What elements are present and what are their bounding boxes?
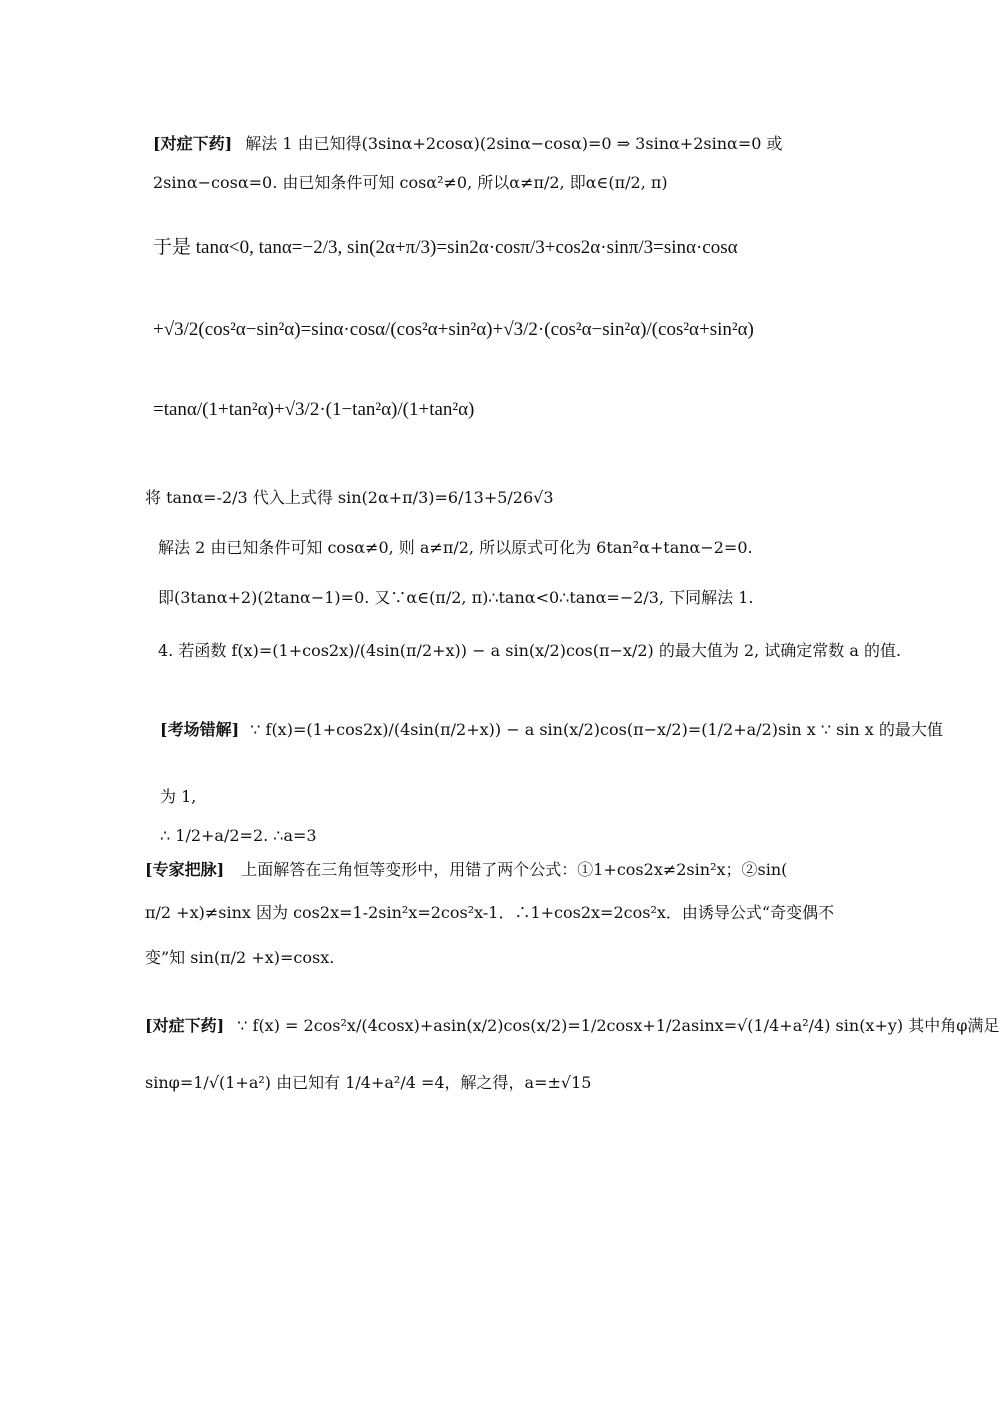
s2-line3-text: ∴ 1/2+a/2=2. ∴a=3: [160, 826, 317, 845]
s1-line8-text: 即(3tanα+2)(2tanα−1)=0. 又∵α∈(π/2, π)∴tanα<0∴tanα=−2/3, 下同解法 1.: [158, 588, 754, 607]
question-4: [158, 643, 901, 659]
question-4-text: 4. 若函数 f(x)=(1+cos2x)/(4sin(π/2+x)) − a sin(x/2)cos(π−x/2) 的最大值为 2, 试确定常数 a 的值.: [158, 641, 902, 660]
s1-line-6: [145, 490, 554, 506]
s4-line-1: [145, 1018, 999, 1034]
s1-line-2: [153, 175, 668, 191]
s1-line-5: [153, 400, 474, 419]
s2-line-2: [160, 789, 196, 805]
s1-line4-text: +√3/2(cos²α−sin²α)=sinα·cosα/(cos²α+sin²α)+√3/2·(cos²α−sin²α)/(cos²α+sin²α): [153, 319, 754, 340]
s1-line-1: [153, 136, 783, 152]
s4-line-2: [145, 1075, 591, 1091]
s1-line5-text: =tanα/(1+tan²α)+√3/2·(1−tan²α)/(1+tan²α): [153, 399, 475, 420]
s3-line3-text: 变”知 sin(π/2 +x)=cosx.: [145, 948, 335, 967]
s1-line7-text: 解法 2 由已知条件可知 cosα≠0, 则 a≠π/2, 所以原式可化为 6tan²α+tanα−2=0.: [158, 538, 753, 557]
s1-line3-text: 于是 tanα<0, tanα=−2/3, sin(2α+π/3)=sin2α·cosπ/3+cos2α·sinπ/3=sinα·cosα: [153, 237, 738, 258]
s1-tag: [对症下药]: [153, 134, 233, 153]
s4-line1-text: ∵ f(x) = 2cos²x/(4cosx)+asin(x/2)cos(x/2)=1/2cosx+1/2asinx=√(1/4+a²/4) sin(x+y) 其中角φ满足: [237, 1016, 1000, 1035]
s1-line-3: [153, 238, 738, 257]
s2-tag: [考场错解]: [160, 720, 240, 739]
s1-line-8: [158, 590, 754, 606]
s2-line1-text: ∵ f(x)=(1+cos2x)/(4sin(π/2+x)) − a sin(x/2)cos(π−x/2)=(1/2+a/2)sin x ∵ sin x 的最大值: [250, 720, 943, 739]
s3-line-2: [145, 905, 834, 921]
s4-tag: [对症下药]: [145, 1016, 225, 1035]
s3-line2-text: π/2 +x)≠sinx 因为 cos2x=1-2sin²x=2cos²x-1．∴1+cos2x=2cos²x．由诱导公式“奇变偶不: [145, 903, 835, 922]
s1-line6-text: 将 tanα=-2/3 代入上式得 sin(2α+π/3)=6/13+5/26√3: [145, 488, 554, 507]
s2-line2-text: 为 1,: [160, 787, 197, 806]
s1-line-7: [158, 540, 753, 556]
s1-line1-text: 解法 1 由已知得(3sinα+2cosα)(2sinα−cosα)=0 ⇒ 3sinα+2sinα=0 或: [245, 134, 783, 153]
s1-line-4: [153, 320, 754, 339]
s2-line-1: [160, 722, 943, 738]
s1-line2-text: 2sinα−cosα=0. 由已知条件可知 cosα²≠0, 所以α≠π/2, 即α∈(π/2, π): [153, 173, 668, 192]
s4-line2-text: sinφ=1/√(1+a²) 由已知有 1/4+a²/4 =4，解之得，a=±√15: [145, 1073, 592, 1092]
s3-line-1: [145, 862, 787, 878]
s2-line-3: [160, 828, 317, 844]
s3-line-3: [145, 950, 334, 966]
s3-tag: [专家把脉]: [145, 860, 225, 879]
s3-line1-text: 上面解答在三角恒等变形中，用错了两个公式：①1+cos2x≠2sin²x；②sin(: [241, 860, 788, 879]
